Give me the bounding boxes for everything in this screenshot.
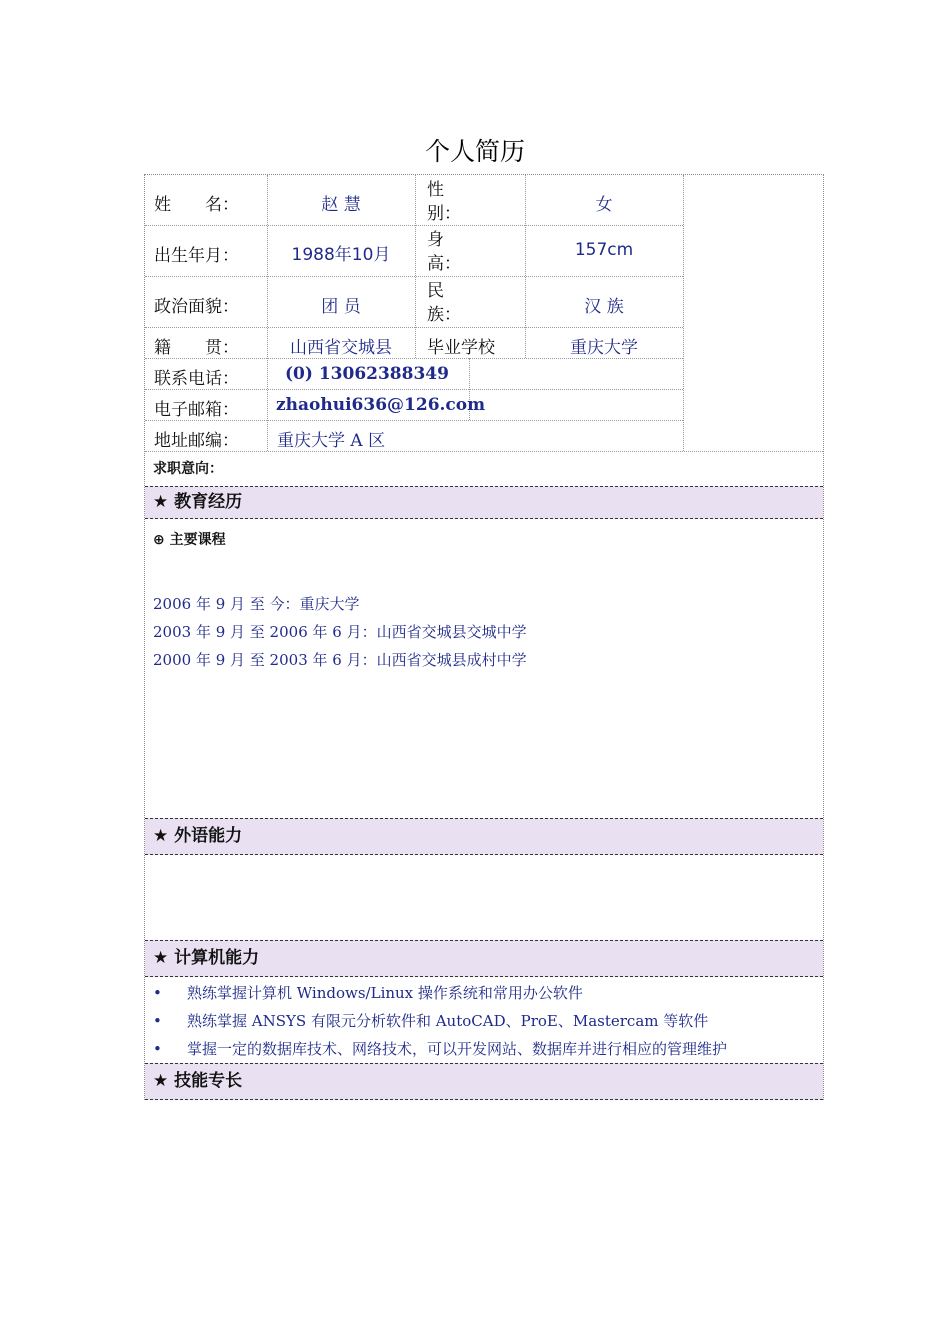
bullet-icon: • <box>153 984 162 1002</box>
birth-label: 出生年月： <box>154 246 239 266</box>
grid-line <box>415 175 416 358</box>
computer-skill-item <box>153 1010 708 1031</box>
computer-skill-text: 熟练掌握 ANSYS 有限元分析软件和 AutoCAD、ProE、Mastercam 等软件 <box>187 1012 709 1030</box>
origin-value: 山西省交城县 <box>290 338 392 358</box>
courses-heading: ⊕ 主要课程 <box>153 532 226 548</box>
name-value: 赵 慧 <box>321 195 361 215</box>
bullet-icon: • <box>153 1012 162 1030</box>
computer-skill-text: 熟练掌握计算机 Windows/Linux 操作系统和常用办公软件 <box>187 984 583 1002</box>
gender-label: 性别： <box>427 180 461 224</box>
grid-line <box>145 225 683 226</box>
email-value: zhaohui636@126.com <box>276 395 486 415</box>
grid-line <box>145 451 823 452</box>
political-value: 团 员 <box>321 297 361 317</box>
computer-section-header: ★ 计算机能力 <box>145 940 823 977</box>
email-label: 电子邮箱： <box>154 400 239 420</box>
height-value: 157cm <box>574 240 634 260</box>
address-label: 地址邮编： <box>154 431 239 451</box>
ethnic-value: 汉 族 <box>584 297 624 317</box>
birth-value: 1988年10月 <box>291 245 391 265</box>
computer-skill-item <box>153 1038 727 1059</box>
political-label: 政治面貌： <box>154 297 239 317</box>
page-title: 个人简历 <box>424 137 525 166</box>
school-value: 重庆大学 <box>570 338 638 358</box>
bullet-icon: • <box>153 1040 162 1058</box>
grid-line <box>145 420 683 421</box>
address-value: 重庆大学 A 区 <box>277 431 386 451</box>
education-section-header: ★ 教育经历 <box>145 486 823 519</box>
computer-skill-text: 掌握一定的数据库技术、网络技术，可以开发网站、数据库并进行相应的管理维护 <box>187 1040 728 1058</box>
grid-line <box>145 389 683 390</box>
objective-label: 求职意向： <box>153 461 223 477</box>
height-label: 身高： <box>427 230 461 274</box>
grid-line <box>683 175 684 451</box>
ethnic-label: 民族： <box>427 281 461 325</box>
education-entry: 2000 年 9 月 至 2003 年 6 月：山西省交城县成村中学 <box>153 651 527 669</box>
computer-skill-item <box>153 982 583 1003</box>
name-label: 姓 名： <box>154 195 239 215</box>
education-entry: 2006 年 9 月 至 今：重庆大学 <box>153 595 360 613</box>
school-label: 毕业学校 <box>427 338 495 358</box>
language-section-header: ★ 外语能力 <box>145 818 823 855</box>
origin-label: 籍 贯： <box>154 338 239 358</box>
grid-line <box>145 327 683 328</box>
grid-line <box>145 358 683 359</box>
skills-section-header: ★ 技能专长 <box>145 1063 823 1100</box>
phone-label: 联系电话： <box>154 369 239 389</box>
phone-value: (0) 13062388349 <box>285 364 449 384</box>
education-entry: 2003 年 9 月 至 2006 年 6 月：山西省交城县交城中学 <box>153 623 527 641</box>
grid-line <box>145 276 683 277</box>
gender-value: 女 <box>595 195 613 215</box>
resume-table <box>144 174 824 1100</box>
